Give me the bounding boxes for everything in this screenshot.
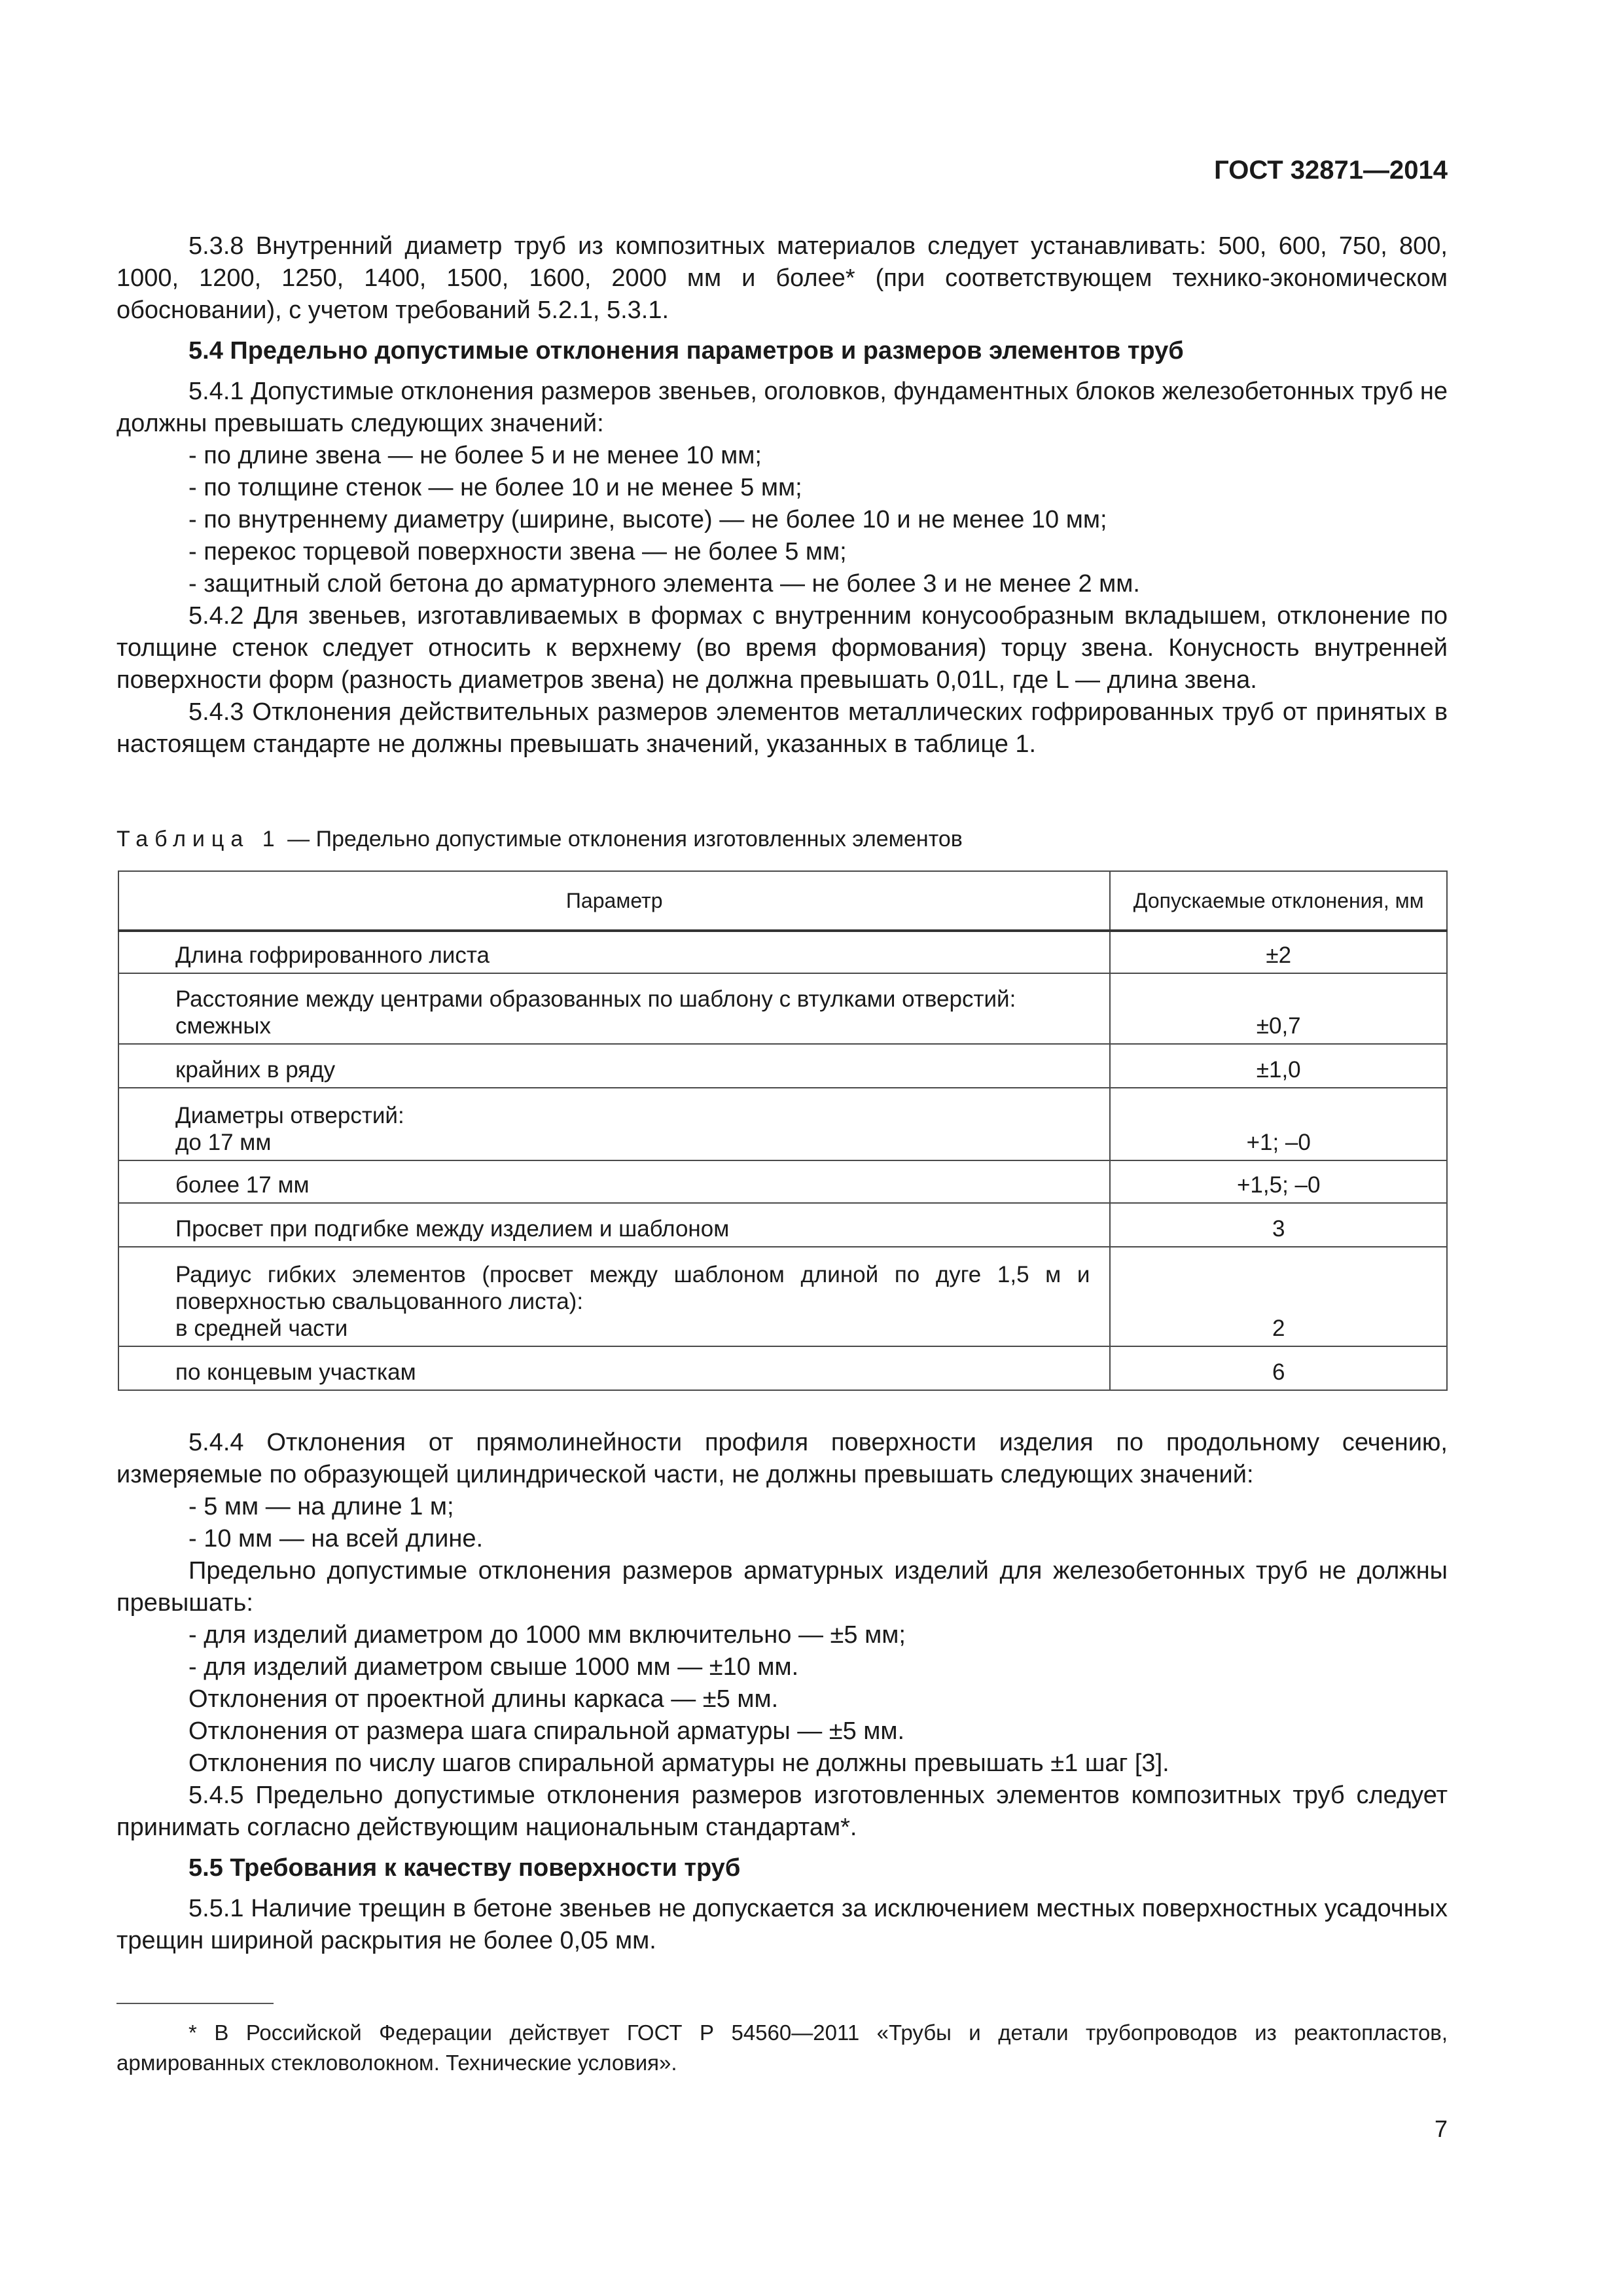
table-row bbox=[118, 973, 1447, 1044]
table-header-row bbox=[118, 871, 1447, 931]
paragraph-spiral-count: Отклонения по числу шагов спиральной арматуры не должны превышать ±1 шаг [3]. bbox=[188, 1749, 1169, 1777]
table-cell-parameter: Длина гофрированного листа bbox=[118, 931, 1110, 973]
table-row bbox=[118, 1203, 1447, 1247]
paragraph-5-4-4: 5.4.4 Отклонения от прямолинейности профиля поверхности изделия по продольному сечению, измеряемые по образующей цилиндрической части, не должны превышать следующих значений: bbox=[116, 1429, 1448, 1488]
table-cell-value: 3 bbox=[1110, 1203, 1447, 1247]
document-header: ГОСТ 32871—2014 bbox=[1214, 156, 1448, 185]
paragraph-frame-length: Отклонения от проектной длины каркаса — ±5 мм. bbox=[188, 1685, 779, 1713]
body-top bbox=[116, 230, 1448, 761]
table-cell-line: смежных bbox=[175, 1013, 272, 1039]
table-cell-value: +1,5; –0 bbox=[1110, 1160, 1447, 1203]
table-cell-line: Расстояние между центрами образованных по шаблону с втулками отверстий: bbox=[175, 986, 1016, 1012]
paragraph-5-4-3: 5.4.3 Отклонения действительных размеров элементов металлических гофрированных труб от принятых в настоящем стандарте не должны превышать значений, указанных в таблице 1. bbox=[116, 698, 1448, 758]
table-row bbox=[118, 1160, 1447, 1203]
footnote bbox=[116, 2018, 1448, 2078]
table-row bbox=[118, 1346, 1447, 1390]
page-number: 7 bbox=[1434, 2115, 1448, 2142]
heading-5-5: 5.5 Требования к качеству поверхности труб bbox=[188, 1854, 741, 1882]
table-row bbox=[118, 1044, 1447, 1088]
paragraph-reinforcement: Предельно допустимые отклонения размеров арматурных изделий для железобетонных труб не должны превышать: bbox=[116, 1557, 1448, 1617]
list-item: - по длине звена — не более 5 и не менее 10 мм; bbox=[188, 442, 762, 469]
table-cell-value: 2 bbox=[1110, 1247, 1447, 1346]
table-cell-parameter: крайних в ряду bbox=[118, 1044, 1110, 1088]
table-caption-text: — Предельно допустимые отклонения изготовленных элементов bbox=[281, 827, 963, 852]
tolerance-table bbox=[118, 870, 1448, 1391]
table-caption bbox=[116, 826, 963, 852]
table-row bbox=[118, 931, 1447, 973]
table-cell-value: ±1,0 bbox=[1110, 1044, 1447, 1088]
list-item: - 10 мм — на всей длине. bbox=[188, 1525, 484, 1552]
col-header-deviation: Допускаемые отклонения, мм bbox=[1110, 871, 1447, 931]
table-cell-value: 6 bbox=[1110, 1346, 1447, 1390]
table-row bbox=[118, 1088, 1447, 1160]
list-item: - защитный слой бетона до арматурного элемента — не более 3 и не менее 2 мм. bbox=[188, 570, 1140, 598]
paragraph-spiral-step: Отклонения от размера шага спиральной арматуры — ±5 мм. bbox=[188, 1717, 905, 1745]
table-cell-parameter: Просвет при подгибке между изделием и шаблоном bbox=[118, 1203, 1110, 1247]
table-cell-line: Радиус гибких элементов (просвет между шаблоном длиной по дуге 1,5 м и поверхностью свальцованного листа): bbox=[175, 1262, 1090, 1314]
paragraph-5-3-8: 5.3.8 Внутренний диаметр труб из композитных материалов следует устанавливать: 500, 600, 750, 800, 1000, 1200, 1250, 1400, 1500, 1600, 2000 мм и более* (при соответствующем технико-экономическом обосновании), с учетом требований 5.2.1, 5.3.1. bbox=[116, 232, 1448, 324]
body-bottom bbox=[116, 1427, 1448, 1957]
list-item: - по толщине стенок — не более 10 и не менее 5 мм; bbox=[188, 474, 802, 501]
table-cell-value: ±0,7 bbox=[1110, 973, 1447, 1044]
table-cell-value: +1; –0 bbox=[1110, 1088, 1447, 1160]
table-cell-line: в средней части bbox=[175, 1316, 348, 1341]
table-cell-parameter: по концевым участкам bbox=[118, 1346, 1110, 1390]
footnote-text: * В Российской Федерации действует ГОСТ Р 54560—2011 «Трубы и детали трубопроводов из реактопластов, армированных стекловолокном. Технические условия». bbox=[116, 2020, 1448, 2075]
table-cell-parameter bbox=[118, 1088, 1110, 1160]
table-cell-line: до 17 мм bbox=[175, 1130, 272, 1155]
paragraph-5-4-5: 5.4.5 Предельно допустимые отклонения размеров изготовленных элементов композитных труб следует принимать согласно действующим национальным стандартам*. bbox=[116, 1782, 1448, 1841]
footnote-divider bbox=[116, 2003, 274, 2004]
list-item: - по внутреннему диаметру (ширине, высоте) — не более 10 и не менее 10 мм; bbox=[188, 506, 1107, 533]
table-cell-line: Диаметры отверстий: bbox=[175, 1103, 404, 1128]
table-caption-label: Таблица 1 bbox=[116, 827, 281, 852]
table-row bbox=[118, 1247, 1447, 1346]
table-cell-parameter bbox=[118, 973, 1110, 1044]
list-item: - для изделий диаметром до 1000 мм включительно — ±5 мм; bbox=[188, 1621, 906, 1649]
paragraph-5-4-2: 5.4.2 Для звеньев, изготавливаемых в формах с внутренним конусообразным вкладышем, отклонение по толщине стенок следует относить к верхнему (во время формования) торцу звена. Конусность внутренней поверхности форм (разность диаметров звена) не должна превышать 0,01L, где L — длина звена. bbox=[116, 602, 1448, 694]
paragraph-5-5-1: 5.5.1 Наличие трещин в бетоне звеньев не допускается за исключением местных поверхностных усадочных трещин шириной раскрытия не более 0,05 мм. bbox=[116, 1895, 1448, 1954]
list-item: - 5 мм — на длине 1 м; bbox=[188, 1493, 454, 1520]
paragraph-5-4-1: 5.4.1 Допустимые отклонения размеров звеньев, оголовков, фундаментных блоков железобетонных труб не должны превышать следующих значений: bbox=[116, 378, 1448, 437]
list-item: - перекос торцевой поверхности звена — не более 5 мм; bbox=[188, 538, 847, 565]
table-cell-parameter bbox=[118, 1247, 1110, 1346]
heading-5-4: 5.4 Предельно допустимые отклонения параметров и размеров элементов труб bbox=[188, 337, 1184, 365]
table-cell-value: ±2 bbox=[1110, 931, 1447, 973]
table-cell-parameter: более 17 мм bbox=[118, 1160, 1110, 1203]
list-item: - для изделий диаметром свыше 1000 мм — ±10 мм. bbox=[188, 1653, 799, 1681]
col-header-parameter: Параметр bbox=[118, 871, 1110, 931]
